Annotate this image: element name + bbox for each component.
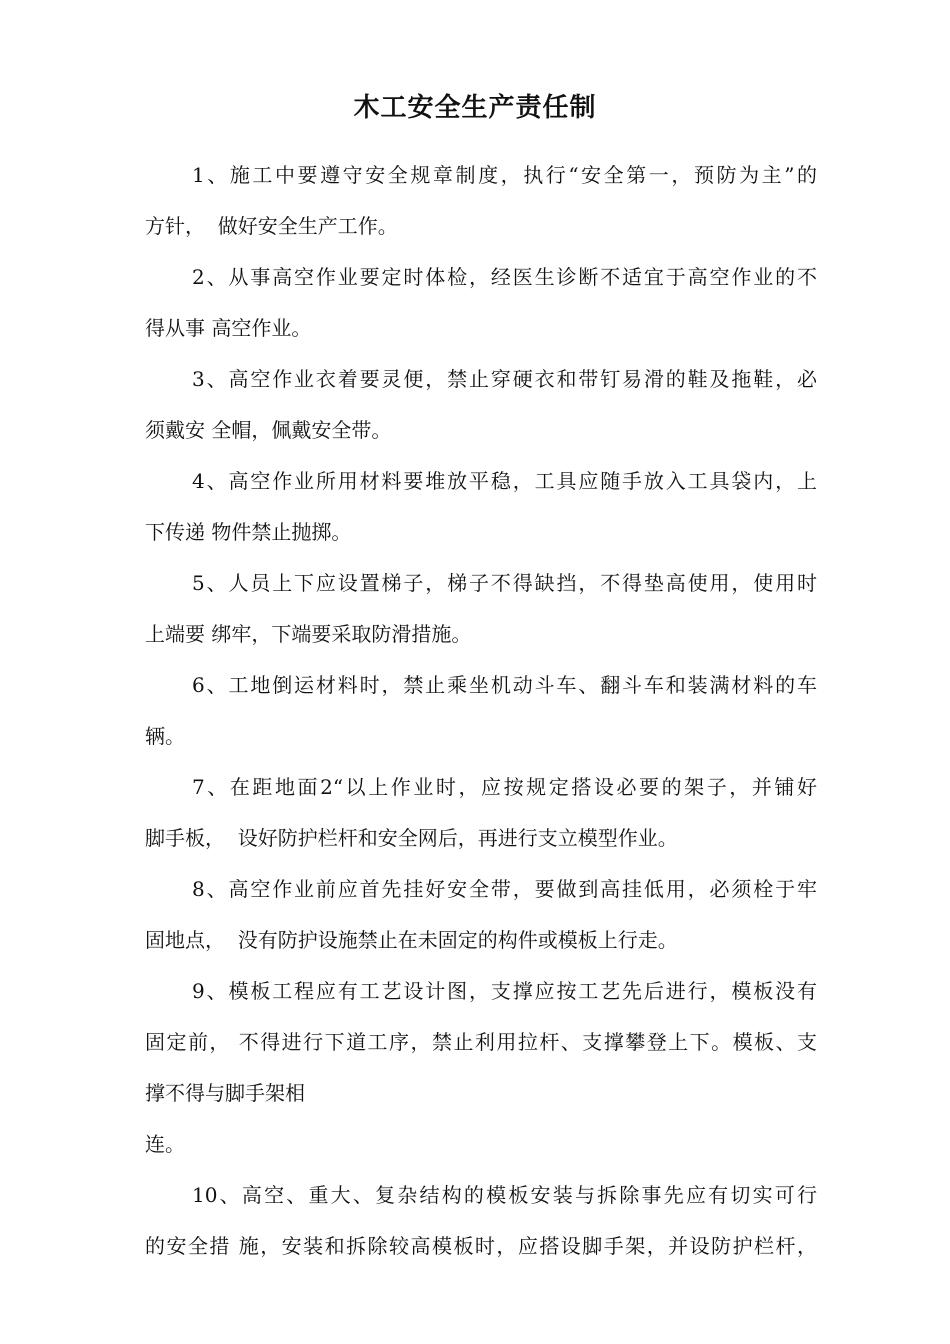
body-line: 须戴安 全帽，佩戴安全带。 <box>145 418 392 442</box>
body-line: 连。 <box>145 1132 185 1156</box>
body-line: 下传递 物件禁止抛掷。 <box>145 520 352 544</box>
body-line: 固定前， 不得进行下道工序，禁止利用拉杆、支撑攀登上下。模板、支 <box>145 1030 817 1054</box>
body-line: 9、模板工程应有工艺设计图，支撑应按工艺先后进行，模板没有 <box>192 979 817 1003</box>
body-line: 脚手板， 设好防护栏杆和安全网后，再进行支立模型作业。 <box>145 826 678 850</box>
body-line: 撑不得与脚手架相 <box>145 1081 305 1105</box>
body-line: 10、高空、重大、复杂结构的模板安装与拆除事先应有切实可行 <box>192 1183 817 1207</box>
body-line: 上端要 绑牢，下端要采取防滑措施。 <box>145 622 472 646</box>
body-line: 辆。 <box>145 724 185 748</box>
body-line: 8、高空作业前应首先挂好安全带，要做到高挂低用，必须栓于牢 <box>192 877 817 901</box>
body-line: 的安全措 施，安装和拆除较高模板时，应搭设脚手架，并设防护栏杆， <box>145 1234 817 1258</box>
document-body <box>145 150 817 1272</box>
body-line: 7、在距地面2“以上作业时，应按规定搭设必要的架子，并铺好 <box>192 775 817 799</box>
body-line: 6、工地倒运材料时，禁止乘坐机动斗车、翻斗车和装满材料的车 <box>192 673 817 697</box>
body-line: 3、高空作业衣着要灵便，禁止穿硬衣和带钉易滑的鞋及拖鞋，必 <box>192 367 817 391</box>
document-title: 木工安全生产责任制 <box>353 93 597 123</box>
body-line: 5、人员上下应设置梯子，梯子不得缺挡，不得垫高使用，使用时 <box>192 571 817 595</box>
body-line: 4、高空作业所用材料要堆放平稳，工具应随手放入工具袋内，上 <box>192 469 817 493</box>
body-line: 得从事 高空作业。 <box>145 316 312 340</box>
body-line: 方针， 做好安全生产工作。 <box>145 214 398 238</box>
body-line: 1、施工中要遵守安全规章制度，执行“安全第一，预防为主”的 <box>192 163 817 187</box>
body-line: 2、从事高空作业要定时体检，经医生诊断不适宜于高空作业的不 <box>192 265 817 289</box>
body-line: 固地点， 没有防护设施禁止在未固定的构件或模板上行走。 <box>145 928 678 952</box>
